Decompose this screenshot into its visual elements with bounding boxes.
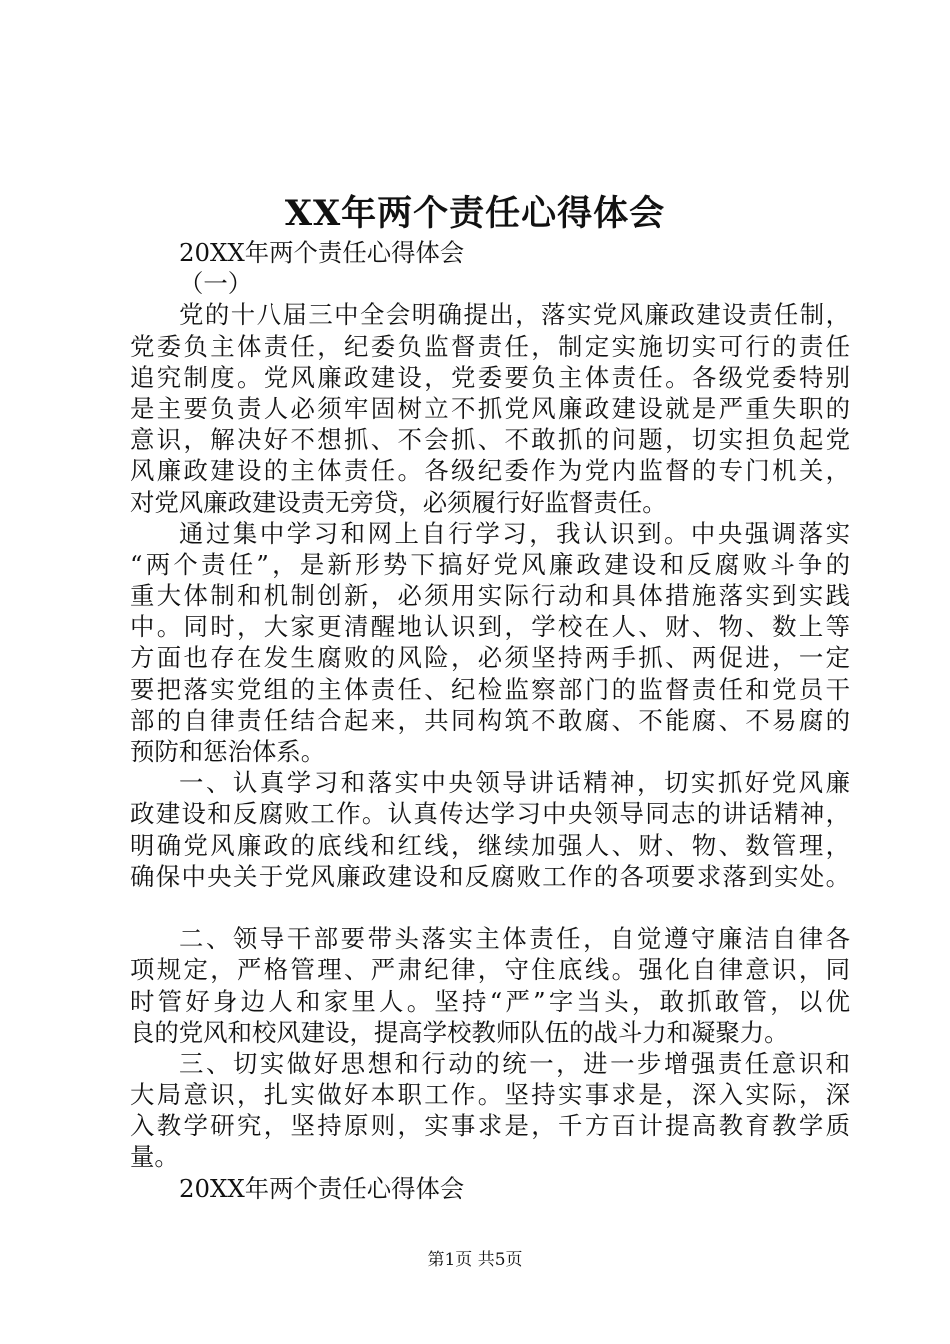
text-line: 是主要负责人必须牢固树立不抓党风廉政建设就是严重失职的 <box>130 393 850 423</box>
text-line: 预防和惩治体系。 <box>130 737 326 766</box>
document-body <box>130 237 850 1204</box>
text-line: 党的十八届三中全会明确提出，落实党风廉政建设责任制， <box>179 300 850 330</box>
text-line: 通过集中学习和网上自行学习，我认识到。中央强调落实 <box>179 518 850 548</box>
text-line: 大局意识，扎实做好本职工作。坚持实事求是，深入实际，深 <box>130 1080 850 1110</box>
text-line: （一） <box>179 269 253 299</box>
text-line: 三、切实做好思想和行动的统一，进一步增强责任意识和 <box>179 1048 850 1078</box>
blank-line <box>130 892 850 923</box>
text-line: 追究制度。党风廉政建设，党委要负主体责任。各级党委特别 <box>130 362 850 392</box>
text-line: 要把落实党组的主体责任、纪检监察部门的监督责任和党员干 <box>130 674 850 704</box>
text-line: 中。同时，大家更清醒地认识到，学校在人、财、物、数上等 <box>130 612 850 642</box>
text-line: 量。 <box>130 1142 179 1172</box>
text-line: 时管好身边人和家里人。坚持“严”字当头，敢抓敢管，以优 <box>130 986 850 1016</box>
text-line: 对党风廉政建设责无旁贷，必须履行好监督责任。 <box>130 487 667 517</box>
text-line: 20XX年两个责任心得体会 <box>179 1173 465 1203</box>
text-line: 部的自律责任结合起来，共同构筑不敢腐、不能腐、不易腐的 <box>130 705 850 735</box>
text-line: 风廉政建设的主体责任。各级纪委作为党内监督的专门机关， <box>130 456 850 486</box>
text-line: 明确党风廉政的底线和红线，继续加强人、财、物、数管理， <box>130 830 850 860</box>
text-line: 一、认真学习和落实中央领导讲话精神，切实抓好党风廉 <box>179 768 850 798</box>
text-line: 确保中央关于党风廉政建设和反腐败工作的各项要求落到实处。 <box>130 861 850 891</box>
text-line: 政建设和反腐败工作。认真传达学习中央领导同志的讲话精神， <box>130 799 850 829</box>
text-line: 党委负主体责任，纪委负监督责任，制定实施切实可行的责任 <box>130 331 850 361</box>
document-title: XX年两个责任心得体会 <box>284 193 666 234</box>
text-line: “两个责任”，是新形势下搞好党风廉政建设和反腐败斗争的 <box>130 549 850 579</box>
text-line: 重大体制和机制创新，必须用实际行动和具体措施落实到实践 <box>130 581 850 611</box>
text-line: 方面也存在发生腐败的风险，必须坚持两手抓、两促进，一定 <box>130 643 850 673</box>
text-line: 项规定，严格管理、严肃纪律，守住底线。强化自律意识，同 <box>130 955 850 985</box>
text-line: 20XX年两个责任心得体会 <box>179 238 465 267</box>
text-line: 二、领导干部要带头落实主体责任，自觉遵守廉洁自律各 <box>179 924 850 954</box>
page-footer: 第1页 共5页 <box>427 1250 523 1270</box>
text-line: 入教学研究，坚持原则，实事求是，千方百计提高教育教学质 <box>130 1111 850 1141</box>
text-line: 意识，解决好不想抓、不会抓、不敢抓的问题，切实担负起党 <box>130 425 850 455</box>
text-line: 良的党风和校风建设，提高学校教师队伍的战斗力和凝聚力。 <box>130 1017 789 1047</box>
